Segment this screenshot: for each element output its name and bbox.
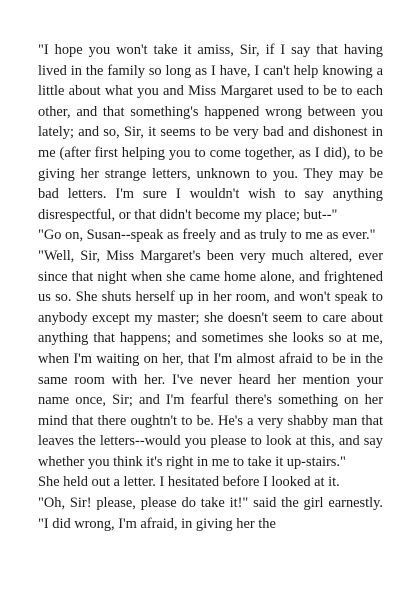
paragraph-please-take-it: "Oh, Sir! please, please do take it!" said the girl earnestly. "I did wrong, I'm afraid, in giving her the [38, 495, 383, 532]
paragraph-go-on-susan: "Go on, Susan--speak as freely and as truly to me as ever." [38, 227, 376, 244]
paragraph-susan-confession: "I hope you won't take it amiss, Sir, if I say that having lived in the family so long as I have, I can't help knowing a little about what you and Miss Margaret used to be to each other, and that something's happened wrong between you lately; and so, Sir, it seems to be very bad and dishonest in me (after first helping you to come together, as I did), to be giving her strange letters, unknown to you. They may be bad letters. I'm sure I wouldn't wish to say anything disrespectful, or that didn't become my place; but--" [38, 42, 383, 223]
paragraph-margaret-altered: "Well, Sir, Miss Margaret's been very much altered, ever since that night when she came home alone, and frightened us so. She shuts herself up in her room, and won't speak to anybody except my master; she doesn't seem to care about anything that happens; and sometimes she looks so at me, when I'm waiting on her, that I'm almost afraid to be in the same room with her. I've never heard her mention your name once, Sir; and I'm fearful there's something on her mind that there oughtn't to be. He's a very shabby man that leaves the letters--would you please to look at this, and say whether you think it's right in me to take it up-stairs." [38, 247, 383, 470]
page-text [38, 40, 383, 534]
paragraph-held-out-letter: She held out a letter. I hesitated before I looked at it. [38, 474, 340, 491]
